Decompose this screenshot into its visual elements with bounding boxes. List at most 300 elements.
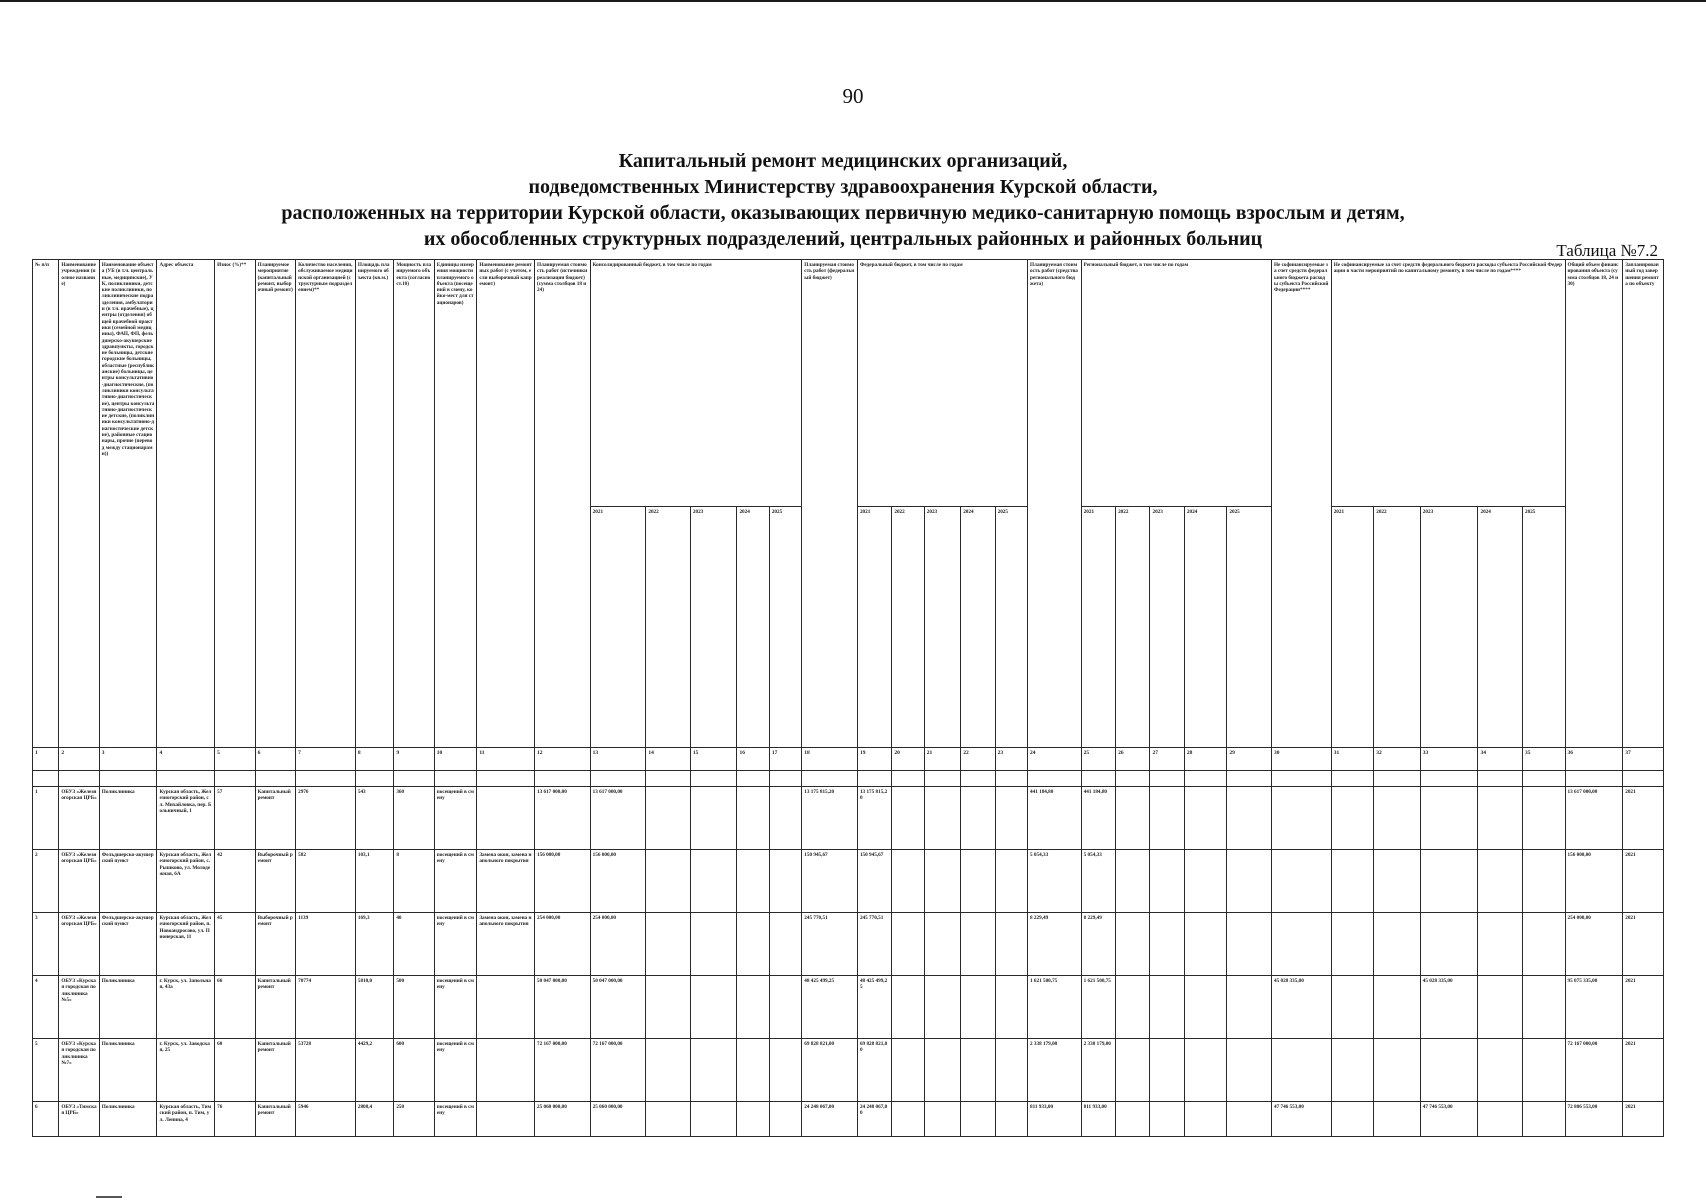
col-number: 18 [802, 748, 858, 771]
col-number: 11 [477, 748, 535, 771]
cell-empty [769, 787, 801, 850]
cell-empty [892, 850, 924, 913]
page-number: 90 [842, 84, 864, 108]
header-wear: Износ (%)** [215, 260, 255, 748]
cell-n: 2 [33, 850, 59, 913]
table-row [33, 913, 1664, 976]
cell-empty [1227, 976, 1272, 1039]
cell-empty [1184, 976, 1227, 1039]
cell-pop: 1139 [296, 913, 356, 976]
cell-reg2021: 1 621 500,75 [1081, 976, 1115, 1039]
cell-empty [1374, 850, 1421, 913]
cell-empty [1478, 850, 1523, 913]
cell-empty [924, 1102, 960, 1137]
cell-fed2021: 13 175 815,20 [857, 787, 891, 850]
cell-org: ОБУЗ «Тимская ЦРБ» [59, 1102, 99, 1137]
cell-nonco2023: 45 028 335,00 [1420, 976, 1478, 1039]
cell-pop: 2976 [296, 787, 356, 850]
cell-empty [892, 976, 924, 1039]
cell-empty [1116, 787, 1150, 850]
cell-wear: 42 [215, 850, 255, 913]
cell-unit: посещений в смену [434, 976, 477, 1039]
column-number-row [33, 748, 1664, 771]
col-number: 34 [1478, 748, 1523, 771]
scan-mark [96, 1196, 122, 1198]
header-consolidated-budget: Консолидированный бюджет, в том числе по годам [590, 260, 802, 507]
cell-year: 2021 [1623, 913, 1664, 976]
cell-nonco: 45 028 335,00 [1271, 976, 1331, 1039]
cell-year: 2021 [1623, 787, 1664, 850]
year-fed: 2023 [924, 507, 960, 748]
cell-empty [924, 976, 960, 1039]
cell-fed2021: 150 945,67 [857, 850, 891, 913]
cell-unit: посещений в смену [434, 913, 477, 976]
cell-empty [1374, 913, 1421, 976]
cell-work: Выборочный ремонт [255, 850, 295, 913]
col-number: 12 [535, 748, 591, 771]
header-work-type: Планируемое мероприятие (капитальный ремонт, выборочный ремонт) [255, 260, 295, 748]
cell-total: 25 060 000,00 [535, 1102, 591, 1137]
cell-empty [995, 1102, 1027, 1137]
cell-empty [1150, 1039, 1184, 1102]
year-cons: 2024 [737, 507, 769, 748]
table-row [33, 787, 1664, 850]
cell-reg-total: 5 054,33 [1028, 850, 1082, 913]
cell-org: ОБУЗ «Железногорская ЦРБ» [59, 850, 99, 913]
year-reg: 2025 [1227, 507, 1272, 748]
cell-empty [1478, 1039, 1523, 1102]
cell-empty [961, 1102, 995, 1137]
cell-empty [1227, 1039, 1272, 1102]
cell-empty [1116, 1102, 1150, 1137]
cell-addr: г. Курск, ул. Запольная, 43а [157, 976, 215, 1039]
col-number: 4 [157, 748, 215, 771]
cell-wear: 60 [215, 1039, 255, 1102]
spacer-row [33, 771, 1664, 787]
cell-nonco [1271, 787, 1331, 850]
cell-empty [1523, 976, 1566, 1039]
cell-empty [961, 787, 995, 850]
cell-empty [1150, 976, 1184, 1039]
header-population: Количество населения, обслуживаемое медицинской организацией (структурным подразделением)** [296, 260, 356, 748]
cell-empty [961, 976, 995, 1039]
cell-cap: 40 [394, 913, 434, 976]
col-number: 8 [355, 748, 393, 771]
col-number: 2 [59, 748, 99, 771]
cell-empty [1523, 850, 1566, 913]
cell-empty [995, 787, 1027, 850]
cell-pop: 70774 [296, 976, 356, 1039]
cell-nonco [1271, 913, 1331, 976]
cell-area: 543 [355, 787, 393, 850]
cell-year: 2021 [1623, 850, 1664, 913]
col-number: 6 [255, 748, 295, 771]
cell-desc [477, 1039, 535, 1102]
cell-sum: 13 617 000,00 [1565, 787, 1623, 850]
header-completion-year: Запланированный год завершения ремонта по объекту [1623, 260, 1664, 748]
cell-obj: Поликлиника [99, 1039, 157, 1102]
title-line: Капитальный ремонт медицинских организаций, [618, 150, 1068, 172]
cell-reg-total: 441 184,80 [1028, 787, 1082, 850]
year-nonco: 2023 [1420, 507, 1478, 748]
cell-empty [995, 976, 1027, 1039]
cell-obj: Поликлиника [99, 976, 157, 1039]
cell-fed2021: 69 828 821,00 [857, 1039, 891, 1102]
header-federal-cost: Планируемая стоимость работ (федеральный бюджет) [802, 260, 858, 748]
year-fed: 2022 [892, 507, 924, 748]
cell-fed-total: 245 770,51 [802, 913, 858, 976]
cell-empty [769, 1039, 801, 1102]
year-nonco: 2025 [1523, 507, 1566, 748]
cell-empty [646, 976, 691, 1039]
cell-empty [1478, 913, 1523, 976]
cell-empty [769, 913, 801, 976]
cell-empty [1227, 787, 1272, 850]
header-total-financing: Общий объем финансирования объекта (сумма столбцов 18, 24 и 30) [1565, 260, 1623, 748]
cell-empty [1184, 1039, 1227, 1102]
cell-total: 156 000,00 [535, 850, 591, 913]
cell-empty [646, 850, 691, 913]
col-number: 3 [99, 748, 157, 771]
cell-n: 3 [33, 913, 59, 976]
cell-cap: 360 [394, 787, 434, 850]
year-cons: 2025 [769, 507, 801, 748]
col-number: 31 [1331, 748, 1374, 771]
data-rows [33, 787, 1664, 1137]
cell-empty [924, 850, 960, 913]
cell-cap: 8 [394, 850, 434, 913]
col-number: 26 [1116, 748, 1150, 771]
cell-empty [1227, 850, 1272, 913]
cell-work: Капитальный ремонт [255, 1039, 295, 1102]
col-number: 15 [690, 748, 737, 771]
cell-empty [1523, 1102, 1566, 1137]
cell-wear: 57 [215, 787, 255, 850]
table-row [33, 1102, 1664, 1137]
document-title [230, 148, 1456, 252]
year-reg: 2022 [1116, 507, 1150, 748]
col-number: 35 [1523, 748, 1566, 771]
cell-reg-total: 1 621 500,75 [1028, 976, 1082, 1039]
col-number: 7 [296, 748, 356, 771]
col-number: 1 [33, 748, 59, 771]
table-label: Таблица №7.2 [1556, 241, 1658, 260]
col-number: 28 [1184, 748, 1227, 771]
cell-area: 4429,2 [355, 1039, 393, 1102]
cell-area: 5810,0 [355, 976, 393, 1039]
cell-desc: Замена окон, замена напольного покрытия [477, 850, 535, 913]
cell-empty [1184, 913, 1227, 976]
cell-empty [961, 913, 995, 976]
cell-empty [1184, 850, 1227, 913]
cell-empty [1523, 787, 1566, 850]
cell-nonco2023 [1420, 850, 1478, 913]
col-number: 29 [1227, 748, 1272, 771]
cell-unit: посещений в смену [434, 850, 477, 913]
cell-empty [769, 850, 801, 913]
header-federal-budget: Федеральный бюджет, в том числе по годам [857, 260, 1027, 507]
cell-empty [737, 1039, 769, 1102]
cell-addr: Курская область, Железногорский район, с. Рышково, ул. Молодежная, 6А [157, 850, 215, 913]
header-capacity: Мощность планируемого объекта (согласно ст.10) [394, 260, 434, 748]
cell-area: 169,3 [355, 913, 393, 976]
col-number: 20 [892, 748, 924, 771]
cell-reg2021: 8 229,49 [1081, 913, 1115, 976]
col-number: 17 [769, 748, 801, 771]
header-non-cofinanced-years: Не софинансируемые за счет средств федерального бюджета расходы субъекта Российской Федерации в части мероприятий по капитальному ремонту, в том числе по годам**** [1331, 260, 1565, 507]
header-non-cofinanced: Не софинансируемые за счет средств федерального бюджета расходы субъекта Российской Федерации**** [1271, 260, 1331, 748]
cell-sum: 95 075 335,00 [1565, 976, 1623, 1039]
cell-desc [477, 787, 535, 850]
year-reg: 2024 [1184, 507, 1227, 748]
table-row [33, 1039, 1664, 1102]
cell-nonco2023 [1420, 913, 1478, 976]
cell-work: Выборочный ремонт [255, 913, 295, 976]
cell-nonco2023 [1420, 1039, 1478, 1102]
cell-cons2021: 50 047 000,00 [590, 976, 646, 1039]
cell-cap: 600 [394, 1039, 434, 1102]
year-cons: 2022 [646, 507, 691, 748]
cell-total: 72 167 000,00 [535, 1039, 591, 1102]
cell-empty [1227, 1102, 1272, 1137]
cell-sum: 156 000,00 [1565, 850, 1623, 913]
header-object: Наименование объекта (УБ (в т.ч. центральные, медицинские), УК, поликлиники, детские поликлиники, поликлинические подразделения, амбулатории (в т.ч. врачебные), центры (отделения) общей врачебной практики (семейной медицины), ФАП, ФП, фельдшерско-акушерские здравпункты, городские больницы, детские городские больницы, областные (республиканские) больницы, центры консультативно-диагностические, (поликлиники консультативно-диагностические), центры консультативно-диагностические детские, (поликлиники консультативно-диагностические детские), районные стационары, прочие (перевод между стационарами)) [99, 260, 157, 748]
cell-n: 1 [33, 787, 59, 850]
cell-reg-total: 8 229,49 [1028, 913, 1082, 976]
cell-desc [477, 1102, 535, 1137]
cell-obj: Поликлиника [99, 1102, 157, 1137]
cell-empty [924, 1039, 960, 1102]
cell-fed-total: 48 425 499,25 [802, 976, 858, 1039]
col-number: 27 [1150, 748, 1184, 771]
cell-empty [1184, 1102, 1227, 1137]
cell-empty [1523, 913, 1566, 976]
header-address: Адрес объекта [157, 260, 215, 748]
cell-org: ОБУЗ «Железногорская ЦРБ» [59, 913, 99, 976]
cell-addr: г. Курск, ул. Заводская, 25 [157, 1039, 215, 1102]
cell-reg2021: 2 338 179,00 [1081, 1039, 1115, 1102]
cell-empty [892, 1102, 924, 1137]
cell-year: 2021 [1623, 976, 1664, 1039]
col-number: 23 [995, 748, 1027, 771]
year-fed: 2021 [857, 507, 891, 748]
cell-addr: Курская область, Железногорский район, п. Новоандросово, ул. Пионерская, 11 [157, 913, 215, 976]
cell-n: 4 [33, 976, 59, 1039]
header-regional-cost: Планируемая стоимость работ (средства регионального бюджета) [1028, 260, 1082, 748]
cell-area: 2808,4 [355, 1102, 393, 1137]
cell-empty [1116, 850, 1150, 913]
cell-empty [1374, 1039, 1421, 1102]
col-number: 13 [590, 748, 646, 771]
cell-empty [646, 1039, 691, 1102]
cell-cons2021: 25 060 000,00 [590, 1102, 646, 1137]
cell-empty [1116, 913, 1150, 976]
cell-addr: Курская область, Тимский район, п. Тим, ул. Ленина, 4 [157, 1102, 215, 1137]
cell-empty [892, 913, 924, 976]
header-num: № п/п [33, 260, 59, 748]
cell-empty [737, 1102, 769, 1137]
cell-empty [1116, 1039, 1150, 1102]
header-regional-budget: Региональный бюджет, в том числе по годам [1081, 260, 1271, 507]
cell-empty [1150, 913, 1184, 976]
cell-sum: 72 806 553,00 [1565, 1102, 1623, 1137]
cell-wear: 76 [215, 1102, 255, 1137]
cell-cons2021: 72 167 000,00 [590, 1039, 646, 1102]
col-number: 33 [1420, 748, 1478, 771]
cell-cons2021: 156 000,00 [590, 850, 646, 913]
cell-empty [737, 850, 769, 913]
cell-empty [892, 787, 924, 850]
cell-empty [1374, 976, 1421, 1039]
cell-empty [1478, 976, 1523, 1039]
cell-wear: 66 [215, 976, 255, 1039]
cell-empty [769, 1102, 801, 1137]
cell-empty [1374, 1102, 1421, 1137]
cell-total: 254 000,00 [535, 913, 591, 976]
cell-cap: 250 [394, 1102, 434, 1137]
cell-cap: 500 [394, 976, 434, 1039]
cell-fed-total: 13 175 815,20 [802, 787, 858, 850]
cell-work: Капитальный ремонт [255, 976, 295, 1039]
cell-pop: 53728 [296, 1039, 356, 1102]
cell-empty [1523, 1039, 1566, 1102]
cell-nonco: 47 746 553,00 [1271, 1102, 1331, 1137]
cell-total: 50 047 000,00 [535, 976, 591, 1039]
cell-empty [1331, 1102, 1374, 1137]
cell-reg-total: 811 933,00 [1028, 1102, 1082, 1137]
cell-obj: Фельдшерско-акушерский пункт [99, 913, 157, 976]
col-number: 36 [1565, 748, 1623, 771]
cell-sum: 72 167 000,00 [1565, 1039, 1623, 1102]
cell-empty [1227, 913, 1272, 976]
cell-empty [995, 1039, 1027, 1102]
cell-obj: Поликлиника [99, 787, 157, 850]
cell-empty [1331, 1039, 1374, 1102]
cell-work: Капитальный ремонт [255, 1102, 295, 1137]
cell-empty [1150, 787, 1184, 850]
cell-empty [1331, 850, 1374, 913]
cell-reg2021: 5 054,33 [1081, 850, 1115, 913]
cell-year: 2021 [1623, 1039, 1664, 1102]
col-number: 21 [924, 748, 960, 771]
cell-empty [690, 787, 737, 850]
year-nonco: 2024 [1478, 507, 1523, 748]
col-number: 14 [646, 748, 691, 771]
cell-empty [1478, 787, 1523, 850]
cell-fed-total: 150 945,67 [802, 850, 858, 913]
cell-fed2021: 245 770,51 [857, 913, 891, 976]
col-number: 30 [1271, 748, 1331, 771]
cell-empty [892, 1039, 924, 1102]
cell-sum: 254 000,00 [1565, 913, 1623, 976]
cell-empty [924, 787, 960, 850]
cell-empty [1150, 1102, 1184, 1137]
cell-unit: посещений в смену [434, 787, 477, 850]
cell-empty [769, 976, 801, 1039]
col-number: 22 [961, 748, 995, 771]
cell-empty [1184, 787, 1227, 850]
cell-area: 103,1 [355, 850, 393, 913]
cell-empty [1150, 850, 1184, 913]
cell-empty [690, 976, 737, 1039]
cell-empty [737, 913, 769, 976]
cell-year: 2021 [1623, 1102, 1664, 1137]
cell-desc [477, 976, 535, 1039]
cell-desc: Замена окон, замена напольного покрытия [477, 913, 535, 976]
cell-empty [646, 1102, 691, 1137]
cell-empty [690, 1039, 737, 1102]
col-number: 19 [857, 748, 891, 771]
cell-pop: 5946 [296, 1102, 356, 1137]
data-table-container [32, 259, 1664, 1122]
cell-nonco [1271, 1039, 1331, 1102]
cell-empty [924, 913, 960, 976]
cell-reg2021: 441 184,80 [1081, 787, 1115, 850]
year-nonco: 2021 [1331, 507, 1374, 748]
col-number: 5 [215, 748, 255, 771]
cell-nonco [1271, 850, 1331, 913]
cell-cons2021: 254 000,00 [590, 913, 646, 976]
cell-org: ОБУЗ «Железногорская ЦРБ» [59, 787, 99, 850]
cell-empty [646, 787, 691, 850]
cell-empty [961, 850, 995, 913]
cell-empty [1331, 976, 1374, 1039]
header-org: Наименование учреждения (полное название) [59, 260, 99, 748]
cell-reg-total: 2 338 179,00 [1028, 1039, 1082, 1102]
col-number: 32 [1374, 748, 1421, 771]
year-cons: 2023 [690, 507, 737, 748]
cell-empty [646, 913, 691, 976]
title-line: их обособленных структурных подразделений, центральных районных и районных больниц [423, 228, 1263, 250]
cell-fed2021: 24 248 067,00 [857, 1102, 891, 1137]
cell-empty [737, 787, 769, 850]
header-total-cost: Планируемая стоимость работ (источники реализации бюджет) (сумма столбцов 18 и 24) [535, 260, 591, 748]
capital-repair-table [32, 259, 1664, 1137]
cell-empty [961, 1039, 995, 1102]
cell-nonco2023: 47 746 553,00 [1420, 1102, 1478, 1137]
cell-empty [690, 913, 737, 976]
cell-obj: Фельдшерско-акушерский пункт [99, 850, 157, 913]
title-line: расположенных на территории Курской области, оказывающих первичную медико-санитарную помощь взрослым и детям, [281, 202, 1405, 224]
header-area: Площадь планируемого объекта (кв.м.) [355, 260, 393, 748]
cell-org: ОБУЗ «Курская городская поликлиника №7» [59, 1039, 99, 1102]
year-reg: 2023 [1150, 507, 1184, 748]
cell-unit: посещений в смену [434, 1039, 477, 1102]
col-number: 16 [737, 748, 769, 771]
scan-edge [0, 0, 1706, 2]
cell-fed2021: 48 425 499,25 [857, 976, 891, 1039]
cell-pop: 582 [296, 850, 356, 913]
cell-fed-total: 69 828 821,00 [802, 1039, 858, 1102]
header-repair-works: Наименование ремонтных работ (с учетом, если выборочный капремонт) [477, 260, 535, 748]
col-number: 9 [394, 748, 434, 771]
col-number: 25 [1081, 748, 1115, 771]
cell-empty [1116, 976, 1150, 1039]
cell-empty [1331, 787, 1374, 850]
cell-n: 6 [33, 1102, 59, 1137]
cell-n: 5 [33, 1039, 59, 1102]
cell-empty [1374, 787, 1421, 850]
cell-empty [1331, 913, 1374, 976]
cell-nonco2023 [1420, 787, 1478, 850]
cell-wear: 45 [215, 913, 255, 976]
col-number: 10 [434, 748, 477, 771]
year-reg: 2021 [1081, 507, 1115, 748]
table-row [33, 976, 1664, 1039]
cell-empty [1478, 1102, 1523, 1137]
cell-empty [690, 1102, 737, 1137]
cell-empty [995, 850, 1027, 913]
